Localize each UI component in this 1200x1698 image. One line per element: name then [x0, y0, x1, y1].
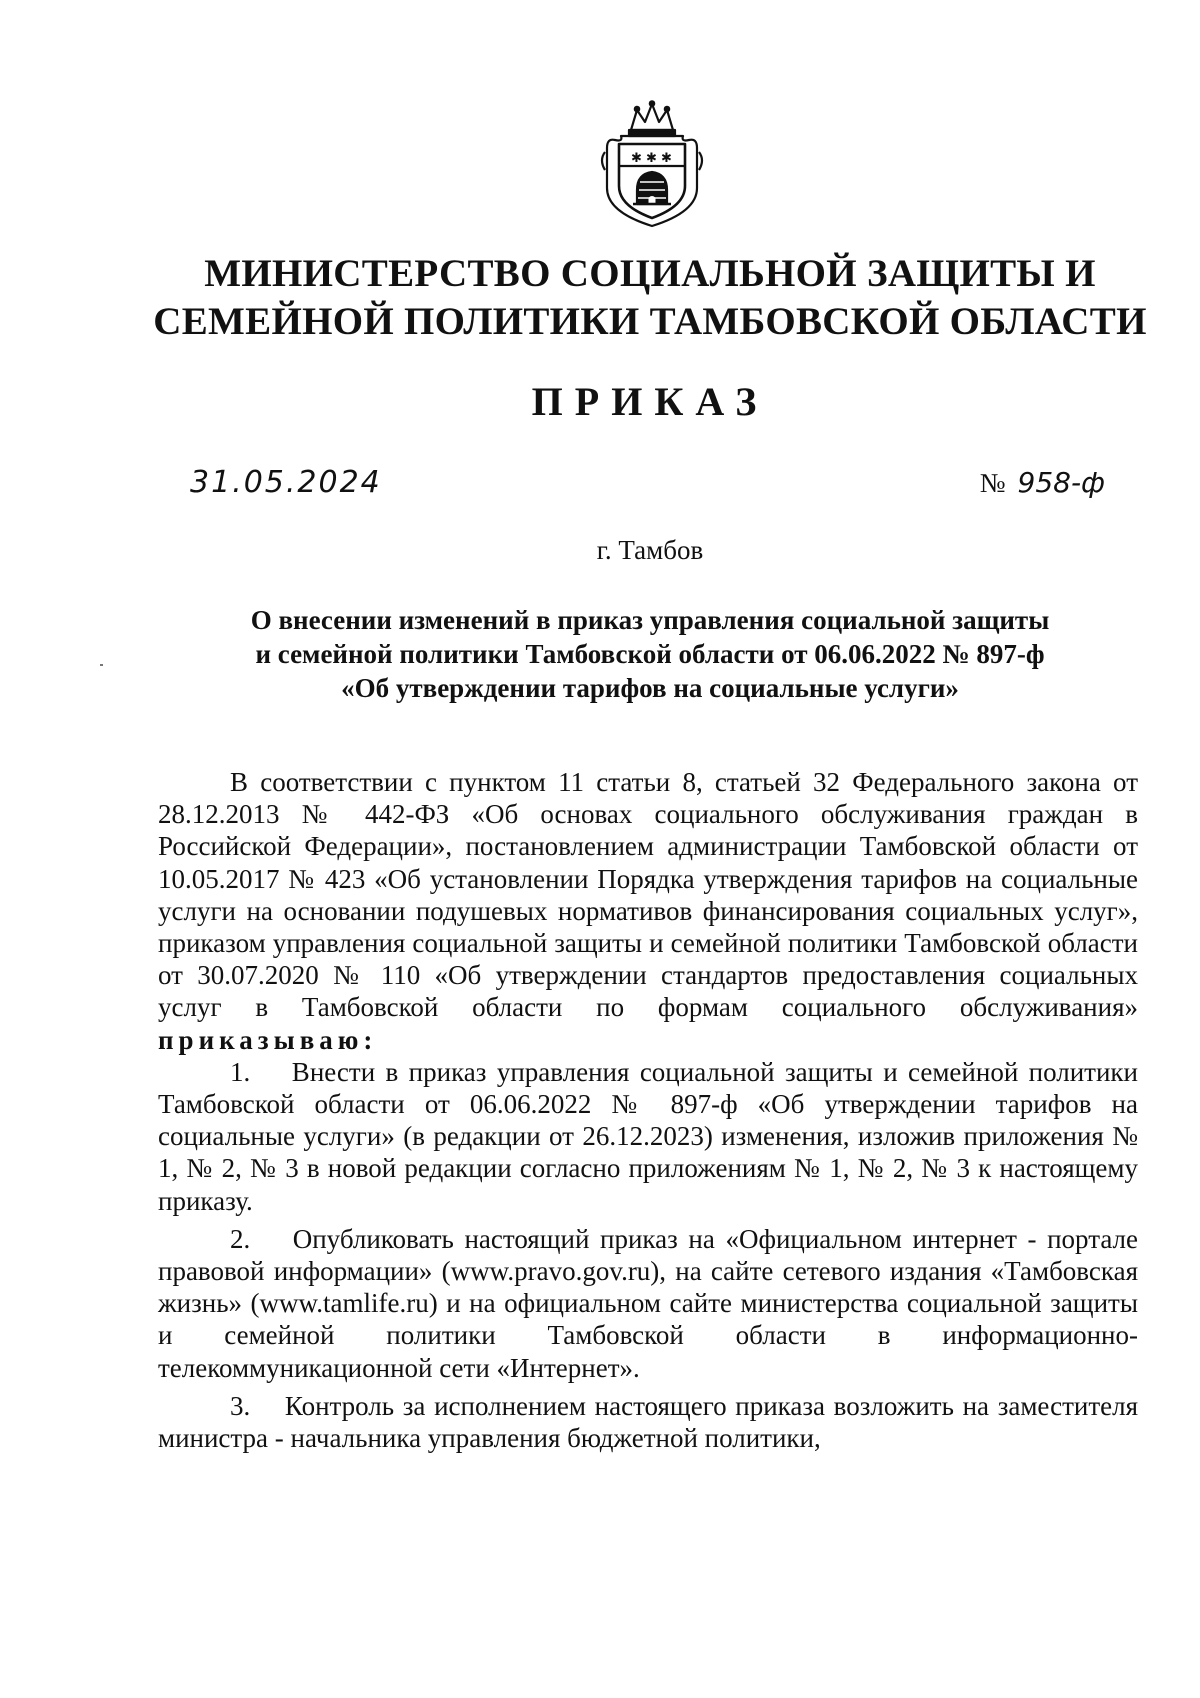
- item-2-paragraph: 2. Опубликовать настоящий приказ на «Официальном интернет - портале правовой информации» (www.pravo.gov.ru), на сайте сетевого издания «Тамбовская жизнь» (www.tamlife.ru) и на официальном сайте министерства социальной защиты и семейной политики Тамбовской области в информационно-телекоммуникационной сети «Интернет».: [158, 1223, 1138, 1383]
- scan-speck: [100, 664, 103, 666]
- coat-of-arms-icon: [593, 100, 711, 230]
- document-date: 31.05.2024: [190, 465, 382, 500]
- ministry-name-line1: МИНИСТЕРСТВО СОЦИАЛЬНОЙ ЗАЩИТЫ И: [204, 252, 1096, 295]
- svg-text:✱: ✱: [661, 151, 672, 166]
- heading-line3: «Об утверждении тарифов на социальные услуги»: [341, 673, 959, 703]
- document-subject-heading: [170, 603, 1130, 705]
- svg-text:✱: ✱: [646, 151, 657, 166]
- heading-line1: О внесении изменений в приказ управления социальной защиты: [250, 605, 1050, 635]
- number-label: №: [979, 468, 1006, 498]
- ministry-name: [150, 250, 1150, 346]
- item-1-paragraph: 1. Внести в приказ управления социальной защиты и семейной политики Тамбовской области от 06.06.2022 № 897-ф «Об утверждении тарифов на социальные услуги» (в редакции от 26.12.2023) изменения, изложив приложения № 1, № 2, № 3 в новой редакции согласно приложениям № 1, № 2, № 3 к настоящему приказу.: [158, 1056, 1138, 1216]
- document-type-title: ПРИКАЗ: [531, 379, 769, 424]
- item-3-paragraph: 3. Контроль за исполнением настоящего приказа возложить на заместителя министра - начальника управления бюджетной политики,: [158, 1390, 1138, 1454]
- city-label: г. Тамбов: [596, 535, 704, 565]
- preamble-paragraph: [158, 766, 1138, 1056]
- preamble-text: В соответствии с пунктом 11 статьи 8, статьей 32 Федерального закона от 28.12.2013 № 442-ФЗ «Об основах социального обслуживания граждан в Российской Федерации», постановлением администрации Тамбовской области от 10.05.2017 № 423 «Об установлении Порядка утверждения тарифов на социальные услуги на основании подушевых нормативов финансирования социальных услуг», приказом управления социальной защиты и семейной политики Тамбовской области от 30.07.2020 № 110 «Об утверждении стандартов предоставления социальных услуг в Тамбовской области по формам социального обслуживания»: [158, 767, 1138, 1023]
- heading-line2: и семейной политики Тамбовской области от 06.06.2022 № 897-ф: [255, 639, 1045, 669]
- number-value: 958-ф: [1017, 466, 1105, 499]
- svg-text:✱: ✱: [631, 151, 642, 166]
- document-number: [980, 466, 1105, 499]
- decree-word: приказываю:: [158, 1024, 378, 1055]
- ministry-name-line2: СЕМЕЙНОЙ ПОЛИТИКИ ТАМБОВСКОЙ ОБЛАСТИ: [153, 300, 1147, 343]
- document-body: [158, 766, 1138, 1454]
